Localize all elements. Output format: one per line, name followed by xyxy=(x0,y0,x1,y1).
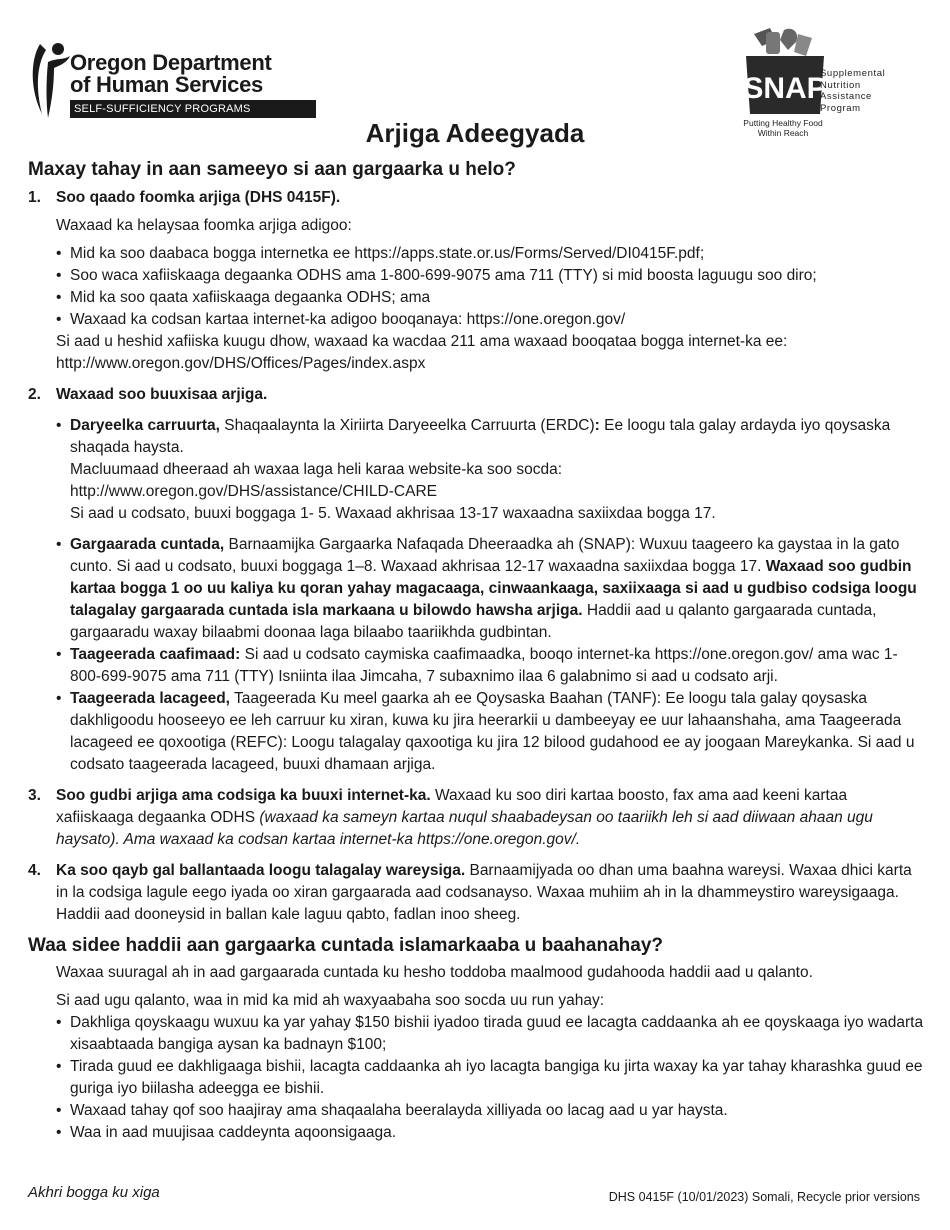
childcare-line4: Si aad u codsato, buuxi boggaga 1- 5. Waxaad akhrisaa 13-17 waxaadna saxiixdaa bogga 17. xyxy=(70,505,716,522)
list-item-childcare xyxy=(56,415,928,525)
list-item: • Waxaad tahay qof soo haajiray ama shaqaalaha beeralayda xilliyada oo lacag aad u yar haysta. xyxy=(56,1100,928,1122)
food-bold: Waxaad soo gudbin kartaa bogga 1 oo uu kaliya ku qoran yahay magacaaga, cinwaankaaga, saxiixaaga si aad u gudbiso codsiga loogu talagalay gargaarada cuntada isla markaana u bilowdo hawsha arjiga. xyxy=(70,558,917,619)
odhs-logo xyxy=(28,38,298,122)
snap-word-3: Assistance xyxy=(820,91,872,102)
step-3-italic: (waxaad ka sameyn kartaa nuqul shaabadeysan oo taariikh leh si aad diiwaan ahaan ugu haysato). Ama waxaad ka codsan kartaa internet-ka https://one.oregon.gov/. xyxy=(56,809,873,848)
section2-intro2: Si aad ugu qalanto, waa in mid ka mid ah waxyaabaha soo socda uu run yahay: xyxy=(56,992,605,1009)
section2-body xyxy=(28,962,928,1144)
org-name-line2: of Human Services xyxy=(70,72,263,97)
step-2 xyxy=(28,384,928,776)
medical-label: Taageerada caafimaad: xyxy=(70,646,241,663)
step-1-intro: Waxaad ka helaysaa foomka arjiga adigoo: xyxy=(56,217,352,234)
footer-form-id: DHS 0415F (10/01/2023) Somali, Recycle prior versions xyxy=(608,1190,920,1204)
snap-word-4: Program xyxy=(820,102,861,114)
step-4-text: Barnaamijyada oo dhan uma baahna wareysi. Waxaa dhici karta in la codsiga lagule eego iyada oo xiran gargaarada aad codsanayso. Waxaa muhiim ah in la dhammeystiro wareysigaaga. Haddii aad dooneysid in ballan kale laguu qabto, fadlan inoo sheeg. xyxy=(56,862,912,923)
snap-tagline: Putting Healthy Food Within Reach xyxy=(743,118,823,138)
step-4 xyxy=(28,860,928,926)
odhs-figure-icon xyxy=(28,40,72,120)
childcare-text2: Ee loogu tala galay ardayda iyo qoysaska shaqada haysta. xyxy=(70,417,891,456)
snap-bag-icon xyxy=(740,26,830,118)
medical-text: Si aad u codsato caymiska caafimaadka, booqo internet-ka https://one.oregon.gov/ ama wac 1-800-699-9075 ama 711 (TTY) Isniinta ilaa Jimcaha, 7 subaxnimo ilaa 6 galabnimo si aad u codsato arji. xyxy=(70,646,898,685)
step-2-list xyxy=(56,415,928,776)
food-text2: Haddii aad u qalanto gargaarada cuntada, gargaaradu waxay bilaabmi doonaa laga bilaabo taariikhda gudbintan. xyxy=(70,602,877,641)
cash-text: Taageerada Ku meel gaarka ah ee Qoysaska Baahan (TANF): Ee loogu tala galay qoysaska dakhligoodu hooseeyo ee leh carruur ku xiran, kuwa ku jira heerarkii u dambeeyay ee uur lahaanshaha, ama Taageerada lacageed ee qoxootiga (REFC): Loogu talagalay qaxootiga ku jira 12 bilood gudahood ee ay joogaan Mareykanka. Si aad u codsato taageerada lacageed, buuxi dhamaan arjiga. xyxy=(70,690,915,773)
step-4-number: 4. xyxy=(28,862,41,879)
section2-list xyxy=(56,1012,928,1144)
step-1-number: 1. xyxy=(28,189,41,206)
childcare-label: Daryeelka carruurta, xyxy=(70,417,220,434)
cash-label: Taageerada lacageed, xyxy=(70,690,230,707)
snap-word-1: Supplemental xyxy=(820,68,886,79)
list-item: • Waxaad ka codsan kartaa internet-ka adigoo booqanaya: https://one.oregon.gov/ xyxy=(56,309,928,331)
list-item: • Mid ka soo qaata xafiiskaaga degaanka ODHS; ama xyxy=(56,287,928,309)
food-label: Gargaarada cuntada, xyxy=(70,536,225,553)
list-item-food xyxy=(56,534,928,644)
page-title: Arjiga Adeegyada xyxy=(365,118,585,148)
step-3-title: Soo gudbi arjiga ama codsiga ka buuxi internet-ka. xyxy=(56,787,431,804)
food-text1: Barnaamijka Gargaarka Nafaqada Dheeraadka ah (SNAP): Wuxuu taageero ka gaystaa in la gato cunto. Si aad u codsato, buuxi boggaga 1–8. Waxaad akhrisaa 12-17 waxaadna saxiixdaa bogga 17. xyxy=(70,536,900,575)
childcare-colon: : xyxy=(594,417,600,434)
main-content xyxy=(28,156,928,1144)
list-item-medical xyxy=(56,644,928,688)
step-1-list xyxy=(56,243,928,331)
childcare-line2: Macluumaad dheeraad ah waxaa laga heli karaa website-ka soo socda: xyxy=(70,461,562,478)
section2-heading: Waa sidee haddii aan gargaarka cuntada islamarkaaba u baahanahay? xyxy=(28,935,663,956)
footer-next-page: Akhri bogga ku xiga xyxy=(28,1184,160,1201)
snap-program-words xyxy=(820,68,885,114)
step-4-title: Ka soo qayb gal ballantaada loogu talagalay wareysiga. xyxy=(56,862,466,879)
step-1-after1: Si aad u heshid xafiiska kuugu dhow, waxaad ka wacdaa 211 ama waxaad booqataa bogga internet-ka ee: xyxy=(56,333,788,350)
list-item: • Mid ka soo daabaca bogga internetka ee https://apps.state.or.us/Forms/Served/DI0415F.pdf; xyxy=(56,243,928,265)
step-1-title: Soo qaado foomka arjiga (DHS 0415F). xyxy=(56,189,341,206)
snap-wordmark: SNAP xyxy=(743,72,827,105)
org-name-line1: Oregon Department xyxy=(70,50,272,75)
step-2-number: 2. xyxy=(28,386,41,403)
step-3-number: 3. xyxy=(28,787,41,804)
step-2-title: Waxaad soo buuxisaa arjiga. xyxy=(56,386,268,403)
step-3-text: Waxaad ku soo diri kartaa boosto, fax ama aad keeni kartaa xafiiskaaga degaanka ODHS xyxy=(56,787,848,826)
list-item: • Waa in aad muujisaa caddeynta aqoonsigaaga. xyxy=(56,1122,928,1144)
childcare-line3: http://www.oregon.gov/DHS/assistance/CHILD-CARE xyxy=(70,483,437,500)
step-1 xyxy=(28,187,928,375)
list-item: • Soo waca xafiiskaaga degaanka ODHS ama 1-800-699-9075 ama 711 (TTY) si mid boosta laguugu soo diro; xyxy=(56,265,928,287)
list-item: • Tirada guud ee dakhligaaga bishii, lacagta caddaanka ah iyo lacagta bangiga ku jirta waxay ka yar tahay kharashka guud ee guriga iyo biilasha adeegga ee bishii. xyxy=(56,1056,928,1100)
org-program-bar: SELF-SUFFICIENCY PROGRAMS xyxy=(70,100,316,118)
step-1-after2: http://www.oregon.gov/DHS/Offices/Pages/index.aspx xyxy=(56,355,426,372)
section1-heading: Maxay tahay in aan sameeyo si aan gargaarka u helo? xyxy=(28,159,516,180)
list-item-cash xyxy=(56,688,928,776)
section2-intro1: Waxaa suuragal ah in aad gargaarada cuntada ku hesho toddoba maalmood gudahooda haddii aad u qalanto. xyxy=(56,964,813,981)
list-item: • Dakhliga qoyskaagu wuxuu ka yar yahay $150 bishii iyadoo tirada guud ee lacagta caddaanka ah ee qoyskaaga iyo wadarta xisaabtaada bangiga aysan ka badnayn $100; xyxy=(56,1012,928,1056)
snap-word-2: Nutrition xyxy=(820,79,861,91)
step-3 xyxy=(28,785,928,851)
childcare-text1: Shaqaalaynta la Xiriirta Daryeeelka Carruurta (ERDC) xyxy=(219,417,595,434)
